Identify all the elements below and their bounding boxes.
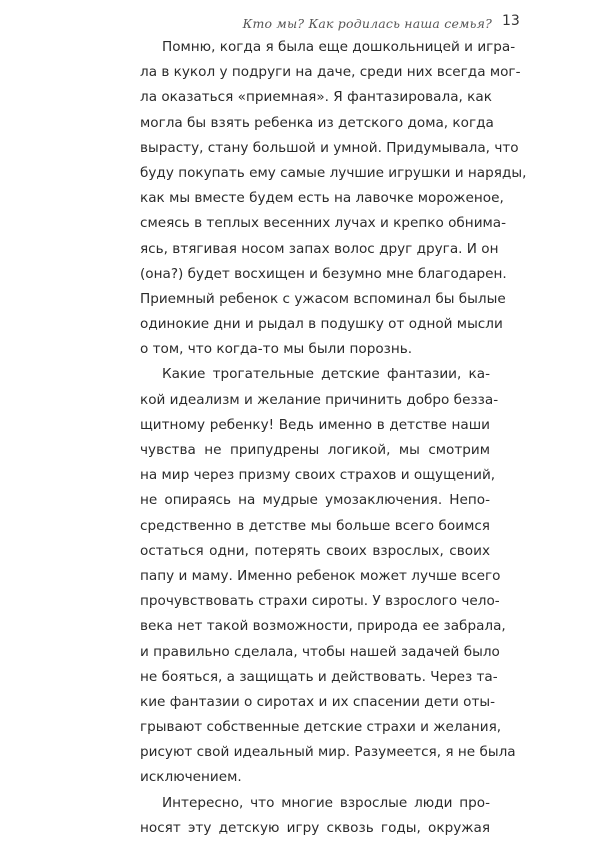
text-line: и правильно сделала, чтобы нашей задачей было xyxy=(140,643,500,660)
text-line: прочувствовать страхи сироты. У взрослого чело- xyxy=(140,593,500,610)
text-line: на мир через призму своих страхов и ощущений, xyxy=(140,467,496,484)
text-line: остаться одни, потерять своих взрослых, своих xyxy=(140,542,490,559)
text-line: не опираясь на мудрые умозаключения. Непо- xyxy=(140,492,490,509)
text-line: рисуют свой идеальный мир. Разумеется, я не была xyxy=(140,744,516,761)
text-line: щитному ребенку! Ведь именно в детстве наши xyxy=(140,416,490,433)
text-line: носят эту детскую игру сквозь годы, окружая xyxy=(140,819,490,836)
text-line: папу и маму. Именно ребенок может лучше всего xyxy=(140,567,501,584)
paragraph-1 xyxy=(140,35,527,362)
text-line: Какие трогательные детские фантазии, ка- xyxy=(162,366,490,383)
page-number: 13 xyxy=(502,13,520,29)
text-line: о том, что когда-то мы были порознь. xyxy=(140,341,413,358)
text-line: Помню, когда я была еще дошкольницей и игра- xyxy=(162,39,516,55)
text-line: кой идеализм и желание причинить добро безза- xyxy=(140,391,499,408)
text-line: грывают собственные детские страхи и желания, xyxy=(140,719,502,736)
text-line: Интересно, что многие взрослые люди про- xyxy=(162,794,490,811)
text-line: буду покупать ему самые лучшие игрушки и наряды, xyxy=(140,164,527,181)
text-line: века нет такой возможности, природа ее забрала, xyxy=(140,618,506,635)
paragraph-2 xyxy=(140,362,516,790)
text-line: одинокие дни и рыдал в подушку от одной мысли xyxy=(140,316,503,333)
text-line: чувства не припудрены логикой, мы смотрим xyxy=(140,442,490,458)
text-line: средственно в детстве мы больше всего боимся xyxy=(140,517,490,534)
text-line: не бояться, а защищать и действовать. Через та- xyxy=(140,668,498,685)
text-line: ла оказаться «приемная». Я фантазировала, как xyxy=(140,89,492,106)
text-line: ясь, втягивая носом запах волос друг друга. И он xyxy=(140,240,499,257)
text-line: Приемный ребенок с ужасом вспоминал бы былые xyxy=(140,290,506,307)
text-line: могла бы взять ребенка из детского дома, когда xyxy=(140,114,494,131)
running-header: Кто мы? Как родилась наша семья? xyxy=(242,16,492,31)
body-text xyxy=(140,35,527,841)
text-line: вырасту, стану большой и умной. Придумывала, что xyxy=(140,139,519,156)
text-line: кие фантазии о сиротах и их спасении дети оты- xyxy=(140,693,496,710)
text-line: как мы вместе будем есть на лавочке мороженое, xyxy=(140,190,504,207)
text-line: смеясь в теплых весенних лучах и крепко обнима- xyxy=(140,215,507,232)
text-line: (она?) будет восхищен и безумно мне благодарен. xyxy=(140,265,507,282)
paragraph-3 xyxy=(140,791,490,841)
text-line: ла в кукол у подруги на даче, среди них всегда мог- xyxy=(140,64,521,81)
text-line: исключением. xyxy=(140,769,242,786)
